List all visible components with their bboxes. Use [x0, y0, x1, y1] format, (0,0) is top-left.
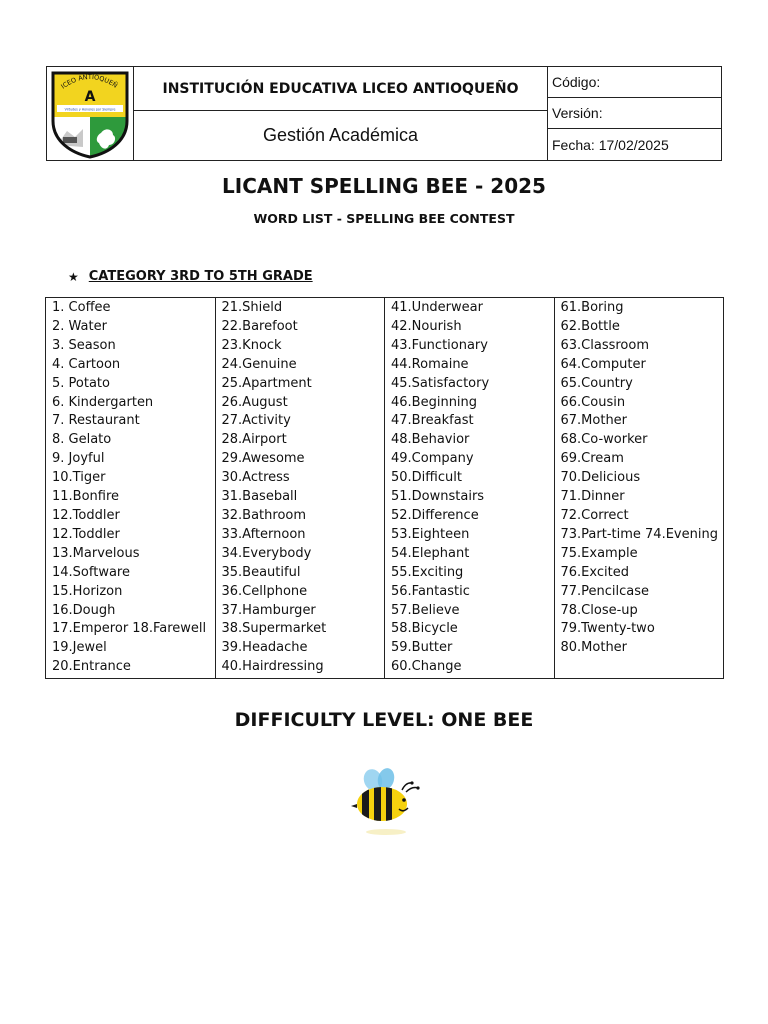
word-item: 43.Functionary [391, 337, 488, 353]
word-item: 4. Cartoon [52, 356, 121, 372]
word-item: 27.Activity [221, 413, 291, 429]
svg-text:A: A [84, 89, 96, 105]
word-item: 46.Beginning [391, 394, 478, 410]
word-item: 78.Close-up [560, 602, 638, 618]
word-item: 36.Cellphone [221, 583, 308, 599]
word-item: 66.Cousin [560, 394, 626, 410]
word-item: 61.Boring [560, 300, 624, 315]
word-item: 34.Everybody [221, 545, 312, 561]
word-list-row [46, 298, 724, 679]
school-logo-icon [47, 67, 134, 160]
word-item: 68.Co-worker [560, 432, 648, 448]
word-item: 2. Water [52, 318, 107, 334]
word-item: 33.Afternoon [221, 526, 306, 542]
document-subtitle: WORD LIST - SPELLING BEE CONTEST [253, 211, 515, 226]
word-item: 21.Shield [221, 300, 283, 315]
word-item: 49.Company [391, 451, 474, 467]
word-item: 73.Part-time 74.Evening [560, 526, 718, 542]
word-item: 44.Romaine [391, 356, 469, 372]
category-label: CATEGORY 3RD TO 5TH GRADE [88, 269, 313, 284]
word-item: 50.Difficult [391, 470, 462, 486]
word-item: 79.Twenty-two [560, 621, 655, 637]
word-column-4 [554, 298, 724, 679]
word-item: 42.Nourish [391, 318, 462, 334]
word-item: 41.Underwear [391, 300, 483, 315]
word-item: 26.August [221, 394, 288, 410]
bee-icon [346, 762, 426, 838]
institution-name: INSTITUCIÓN EDUCATIVA LICEO ANTIOQUEÑO [134, 67, 548, 111]
word-item: 75.Example [560, 545, 638, 561]
word-item: 31.Baseball [221, 489, 298, 505]
word-item: 9. Joyful [52, 451, 105, 467]
word-item: 7. Restaurant [52, 413, 140, 429]
word-item: 35.Beautiful [221, 564, 301, 580]
word-column-3 [385, 298, 555, 679]
word-item: 28.Airport [221, 432, 287, 448]
word-item: 58.Bicycle [391, 621, 458, 637]
word-item: 11.Bonfire [52, 489, 120, 505]
word-item: 60.Change [391, 659, 462, 675]
word-item: 65.Country [560, 375, 633, 391]
word-item: 38.Supermarket [221, 621, 327, 637]
date-field: Fecha: 17/02/2025 [552, 136, 669, 153]
word-item: 72.Correct [560, 507, 629, 523]
word-item: 70.Delicious [560, 470, 641, 486]
word-item: 6. Kindergarten [52, 394, 154, 410]
word-item: 59.Butter [391, 640, 453, 656]
word-item: 22.Barefoot [221, 318, 298, 334]
word-item: 25.Apartment [221, 375, 312, 391]
word-item: 16.Dough [52, 602, 116, 618]
word-item: 17.Emperor 18.Farewell [52, 621, 207, 637]
word-item: 55.Exciting [391, 564, 464, 580]
word-column-1 [46, 298, 216, 679]
word-item: 64.Computer [560, 356, 646, 372]
word-item: 23.Knock [221, 337, 282, 353]
logo-cell [47, 67, 134, 160]
word-item: 29.Awesome [221, 451, 305, 467]
word-item: 15.Horizon [52, 583, 123, 599]
word-item: 32.Bathroom [221, 507, 307, 523]
star-icon: ★ [68, 269, 79, 284]
category-heading [68, 269, 313, 284]
word-item: 1. Coffee [52, 300, 111, 315]
word-item: 24.Genuine [221, 356, 297, 372]
word-item: 39.Headache [221, 640, 308, 656]
word-item: 54.Elephant [391, 545, 470, 561]
word-item: 14.Software [52, 564, 130, 580]
difficulty-level: DIFFICULTY LEVEL: ONE BEE [234, 709, 534, 731]
svg-text:Virtudes y Honores por Siempre: Virtudes y Honores por Siempre [64, 107, 116, 112]
word-item: 10.Tiger [52, 470, 106, 486]
document-title: LICANT SPELLING BEE - 2025 [222, 174, 546, 198]
word-item: 47.Breakfast [391, 413, 474, 429]
word-item: 40.Hairdressing [221, 659, 324, 675]
word-item: 67.Mother [560, 413, 628, 429]
word-item: 53.Eighteen [391, 526, 470, 542]
word-item: 57.Believe [391, 602, 460, 618]
word-item: 37.Hamburger [221, 602, 316, 618]
word-list-table [45, 297, 724, 679]
word-item: 8. Gelato [52, 432, 112, 448]
word-item: 77.Pencilcase [560, 583, 650, 599]
svg-text:LICEO ANTIOQUEÑO: ICEO ANTIOQUEÑ [59, 72, 120, 91]
word-item: 62.Bottle [560, 318, 620, 334]
word-item: 80.Mother [560, 640, 628, 656]
word-item: 45.Satisfactory [391, 375, 490, 391]
word-item: 20.Entrance [52, 659, 131, 675]
word-item: 71.Dinner [560, 489, 625, 505]
word-item: 56.Fantastic [391, 583, 470, 599]
document-header [46, 66, 722, 161]
word-column-2 [215, 298, 385, 679]
code-field: Código: [548, 67, 721, 98]
academic-area: Gestión Académica [134, 111, 548, 160]
word-item: 5. Potato [52, 375, 110, 391]
word-item: 63.Classroom [560, 337, 650, 353]
word-item: 3. Season [52, 337, 116, 353]
version-field: Versión: [548, 98, 721, 129]
word-item: 12.Toddler [52, 507, 120, 523]
word-item: 76.Excited [560, 564, 629, 580]
word-item: 69.Cream [560, 451, 624, 467]
word-item: 12.Toddler [52, 526, 120, 542]
word-item: 48.Behavior [391, 432, 470, 448]
word-item: 13.Marvelous [52, 545, 140, 561]
word-item: 30.Actress [221, 470, 290, 486]
word-item: 19.Jewel [52, 640, 107, 656]
word-item: 51.Downstairs [391, 489, 485, 505]
word-item: 52.Difference [391, 507, 479, 523]
